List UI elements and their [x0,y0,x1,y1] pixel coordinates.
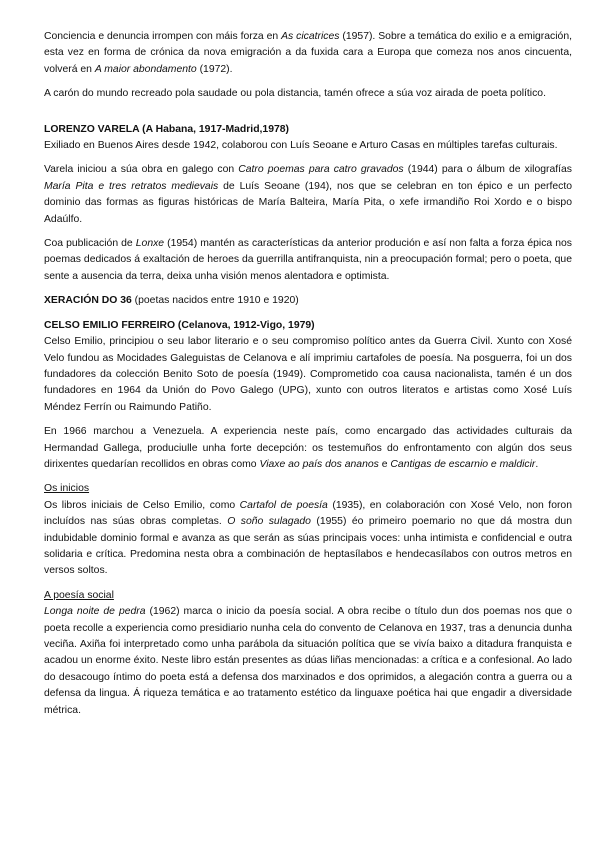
book-title: Lonxe [135,238,165,250]
paragraph-political-voice: A carón do mundo recreado pola saudade ou pola distancia, tamén ofrece a súa voz airada de poeta político. [44,88,546,100]
paragraph-cicatrices [44,29,572,78]
text-run: (1944) para o álbum de xilografías [403,164,572,176]
heading-lorenzo-varela: LORENZO VARELA (A Habana, 1917-Madrid,1978) [44,123,290,135]
book-title: O soño sulagado [227,516,311,528]
paragraph-celso-beginnings: Celso Emilio, principiou o seu labor literario e o seu compromiso político antes da Guerra Civil. Xunto con Xosé Velo fundou as Mocidades Galeguistas de Celanova e alí imprimiu cartafoles de poesía. Na posguerra, foi un dos fundadores da colección Benito Soto de poesía (1949). Comprometido coa causa nacionalista, tamén é un dos fundadores en 1964 da Unión do Povo Galego (UPG), xunto con outros literatos e artistas como Xosé Luís Méndez Ferrín ou Raimundo Patiño. [44,336,572,413]
text-run: de Luís Seoane (194), nos que se celebran en ton épico e un perfecto dominio das formas as figuras históricas de María Balteira, María Pita, o xefe irmandiño Roi Xordo e o bispo Adaúlfo. [44,180,572,225]
book-title: A maior abondamento [94,63,197,75]
book-title: María Pita e tres retratos medievais [44,180,219,192]
paragraph-varela-exile: Exiliado en Buenos Aires desde 1942, colaborou con Luís Seoane e Arturo Casas en múltiples tarefas culturais. [44,140,558,152]
text-run: (1955) éo primeiro poemario no que dá mostra dun indubidable dominio formal e avanza as que serán as súas principais voces: unha intimista e confidencial e outra solidaria e crítica. Predomina nesta obra a combinación de heptasílabos e hendecasílabos con outros metros en versos soltos. [44,516,572,577]
book-title: As cicatrices [281,31,340,42]
text-run: Varela iniciou a súa obra en galego con [44,164,239,176]
heading-celso-emilio: CELSO EMILIO FERREIRO (Celanova, 1912-Vigo, 1979) [44,319,315,331]
text-run: Conciencia e denuncia irrompen con máis forza en [44,31,282,42]
book-title: Viaxe ao país dos ananos [259,458,379,470]
text-run: (1972). [196,63,233,75]
text-run: Coa publicación de [44,238,136,250]
text-run: Os libros iniciais de Celso Emilio, como [44,499,240,511]
text-run: En 1966 marchou a Venezuela. A experiencia neste país, como encargado das actividades culturais da Hermandad Gallega, produciulle unha forte decepción: os testemuños do enfrontamento con algún dos seus dirixentes quedarían recollidos en obras como [44,426,572,470]
book-title: Cantigas de escarnio e maldicir [390,458,536,470]
text-run: (1957). Sobre a temática do exilio e a emigración, esta vez en forma de crónica da nova emigración a da fuxida cara a Europa que comeza nos anos cincuenta, volverá en [44,31,572,75]
heading-xeracion-36 [44,293,572,309]
book-title: Cartafol de poesía [239,499,328,511]
text-run: (1954) mantén as características da anterior produción e así non falta a forza épica nos poemas dedicados á exaltación de heroes da guerrilla antifranquista, nin a preocupación formal; pero o poeta, que sente a ausencia da terra, deixa unha visión menos alentadora e optimista. [44,238,572,282]
heading-text: XERACIÓN DO 36 [44,295,132,307]
book-title: Longa noite de pedra [44,606,146,618]
paragraph-varela-work [44,162,572,228]
subheading-poesia-social: A poesía social [44,589,114,601]
paragraph-poesia-social [44,604,572,719]
book-title: Catro poemas para catro gravados [238,164,404,176]
text-run: . [535,458,539,470]
paragraph-inicios [44,498,572,580]
heading-note: (poetas nacidos entre 1910 e 1920) [131,295,299,307]
subheading-os-inicios: Os inicios [44,483,90,495]
text-run: (1935), en colaboración con Xosé Velo, non foron incluídos nas súas obras completas. [44,499,572,528]
text-run: e [378,458,391,470]
paragraph-lonxe [44,236,572,285]
text-run: (1962) marca o inicio da poesía social. A obra recibe o título dun dos poemas nos que o poeta recolle a experiencia como presidiario nunha cela do convento de Celanova en 1937, tras a denuncia dunha veciña. Axiña foi interpretado como unha parábola da situación política que se vivía baixo a ditadura franquista e acadou un enorme éxito. Neste libro están presentes as dúas liñas mencionadas: a crítica e a confesional. Ao lado do desacougo íntimo do poeta está a defensa dos marxinados e dos oprimidos, a alegación contra a guerra ou a defensa da lingua. Á riqueza temática e ao tratamento estético da linguaxe poética hai que engadir a diversidade métrica. [44,606,572,716]
paragraph-venezuela [44,424,572,473]
